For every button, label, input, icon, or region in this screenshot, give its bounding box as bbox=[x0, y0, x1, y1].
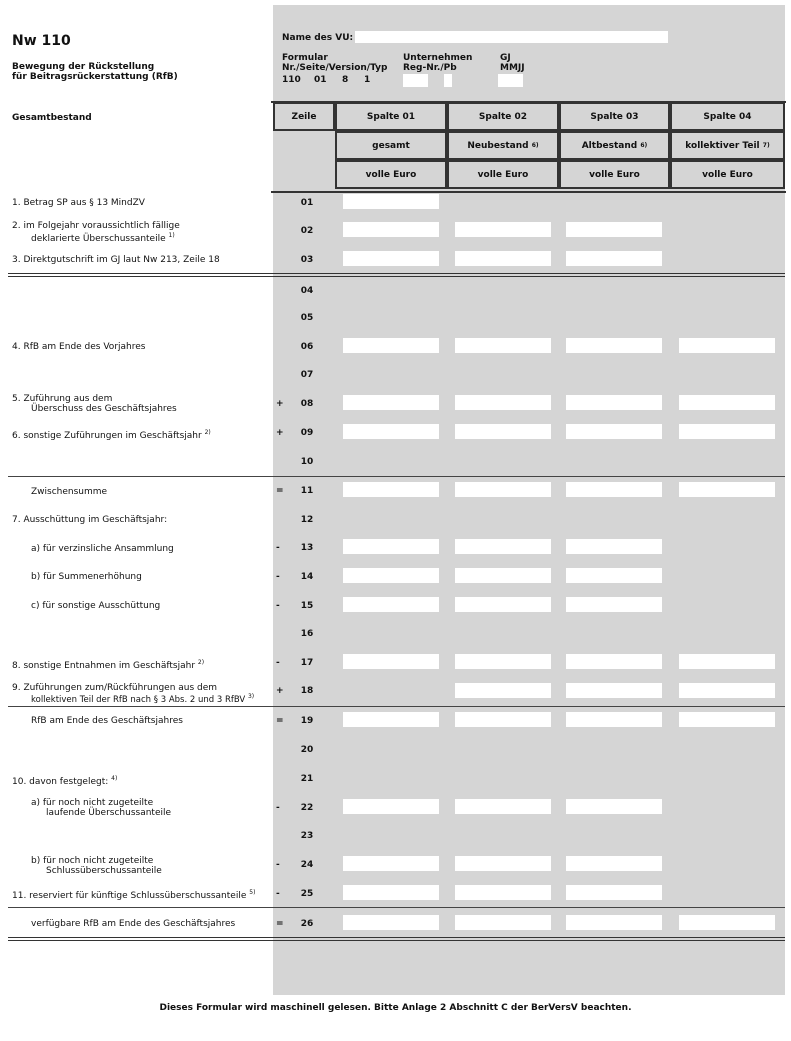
double-divider-top bbox=[8, 273, 785, 277]
row-num-12: 12 bbox=[300, 515, 314, 525]
label-row-03: 3. Direktgutschrift im GJ laut Nw 213, Zeile 18 bbox=[12, 255, 220, 265]
label-row-13: a) für verzinsliche Ansammlung bbox=[31, 544, 174, 554]
field-r25-c2[interactable] bbox=[455, 885, 551, 900]
field-r11-c2[interactable] bbox=[455, 482, 551, 497]
vu-label: Name des VU: bbox=[282, 33, 354, 43]
row-num-09: 09 bbox=[300, 428, 314, 438]
formular-seite: 01 bbox=[314, 75, 327, 85]
row-num-17: 17 bbox=[300, 658, 314, 668]
row-num-10: 10 bbox=[300, 457, 314, 467]
field-r09-c1[interactable] bbox=[343, 424, 439, 439]
label-row-08-line2: Überschuss des Geschäftsjahres bbox=[31, 404, 177, 414]
label-row-17: 8. sonstige Entnahmen im Geschäftsjahr $^{2)}$ bbox=[12, 659, 205, 671]
label-row-22-line1: a) für noch nicht zugeteilte bbox=[31, 798, 154, 808]
row-num-14: 14 bbox=[300, 572, 314, 582]
row-num-18: 18 bbox=[300, 686, 314, 696]
field-r24-c1[interactable] bbox=[343, 856, 439, 871]
form-title-line1: Bewegung der Rückstellung bbox=[12, 62, 155, 72]
field-r14-c1[interactable] bbox=[343, 568, 439, 583]
field-r17-c4[interactable] bbox=[679, 654, 775, 669]
header-unit-3: volle Euro bbox=[559, 160, 670, 189]
field-r25-c1[interactable] bbox=[343, 885, 439, 900]
field-r08-c2[interactable] bbox=[455, 395, 551, 410]
label-row-25: 11. reserviert für künftige Schlussüberschussanteile $^{5)}$ bbox=[12, 889, 256, 901]
header-spalte01: Spalte 01 bbox=[335, 102, 447, 131]
field-r14-c2[interactable] bbox=[455, 568, 551, 583]
label-row-06: 4. RfB am Ende des Vorjahres bbox=[12, 342, 146, 352]
field-r06-c3[interactable] bbox=[566, 338, 662, 353]
footer-note: Dieses Formular wird maschinell gelesen. Bitte Anlage 2 Abschnitt C der BerVersV beachten. bbox=[159, 1003, 632, 1013]
field-r26-c3[interactable] bbox=[566, 915, 662, 930]
vu-name-field[interactable] bbox=[355, 31, 668, 43]
field-r18-c4[interactable] bbox=[679, 683, 775, 698]
row-num-01: 01 bbox=[300, 198, 314, 208]
header-unit-1: volle Euro bbox=[335, 160, 447, 189]
unternehmen-label: Unternehmen bbox=[403, 53, 473, 63]
op-row-24: - bbox=[276, 860, 280, 870]
field-r13-c2[interactable] bbox=[455, 539, 551, 554]
label-row-02-line1: 2. im Folgejahr voraussichtlich fällige bbox=[12, 221, 180, 231]
row-num-03: 03 bbox=[300, 255, 314, 265]
header-spalte04: Spalte 04 bbox=[670, 102, 785, 131]
field-r15-c2[interactable] bbox=[455, 597, 551, 612]
formular-sub: Nr./Seite/Version/Typ bbox=[282, 63, 388, 73]
row-num-02: 02 bbox=[300, 226, 314, 236]
field-r11-c4[interactable] bbox=[679, 482, 775, 497]
field-r18-c3[interactable] bbox=[566, 683, 662, 698]
field-r24-c3[interactable] bbox=[566, 856, 662, 871]
field-r02-c2[interactable] bbox=[455, 222, 551, 237]
field-r26-c1[interactable] bbox=[343, 915, 439, 930]
field-r22-c3[interactable] bbox=[566, 799, 662, 814]
row-num-06: 06 bbox=[300, 342, 314, 352]
double-divider-bottom bbox=[8, 937, 785, 941]
unternehmen-sub: Reg-Nr./Pb bbox=[403, 63, 457, 73]
label-row-24-line1: b) für noch nicht zugeteilte bbox=[31, 856, 154, 866]
field-r08-c1[interactable] bbox=[343, 395, 439, 410]
divider-zwischensumme bbox=[8, 476, 785, 477]
label-row-14: b) für Summenerhöhung bbox=[31, 572, 142, 582]
op-row-18: + bbox=[276, 686, 284, 696]
field-r17-c3[interactable] bbox=[566, 654, 662, 669]
label-row-21: 10. davon festgelegt: $^{4)}$ bbox=[12, 775, 118, 787]
field-r03-c3[interactable] bbox=[566, 251, 662, 266]
op-row-15: - bbox=[276, 601, 280, 611]
op-row-11: = bbox=[276, 486, 284, 496]
formular-typ: 1 bbox=[364, 75, 371, 85]
section-title: Gesamtbestand bbox=[12, 113, 92, 123]
field-r19-c2[interactable] bbox=[455, 712, 551, 727]
field-r13-c1[interactable] bbox=[343, 539, 439, 554]
label-row-18-line2: kollektiven Teil der RfB nach § 3 Abs. 2 und 3 RfBV $^{3)}$ bbox=[31, 693, 255, 705]
label-row-01: 1. Betrag SP aus § 13 MindZV bbox=[12, 198, 145, 208]
op-row-19: = bbox=[276, 716, 284, 726]
op-row-14: - bbox=[276, 572, 280, 582]
op-row-26: = bbox=[276, 919, 284, 929]
label-row-11: Zwischensumme bbox=[31, 487, 108, 497]
field-r08-c3[interactable] bbox=[566, 395, 662, 410]
field-r22-c2[interactable] bbox=[455, 799, 551, 814]
row-num-22: 22 bbox=[300, 803, 314, 813]
field-r19-c1[interactable] bbox=[343, 712, 439, 727]
field-r02-c3[interactable] bbox=[566, 222, 662, 237]
field-r08-c4[interactable] bbox=[679, 395, 775, 410]
formular-version: 8 bbox=[342, 75, 349, 85]
field-r09-c3[interactable] bbox=[566, 424, 662, 439]
op-row-13: - bbox=[276, 543, 280, 553]
row-num-08: 08 bbox=[300, 399, 314, 409]
field-r13-c3[interactable] bbox=[566, 539, 662, 554]
row-num-23: 23 bbox=[300, 831, 314, 841]
label-row-12: 7. Ausschüttung im Geschäftsjahr: bbox=[12, 515, 168, 525]
gj-field[interactable] bbox=[498, 74, 523, 87]
gj-label: GJ bbox=[500, 53, 511, 63]
field-r02-c1[interactable] bbox=[343, 222, 439, 237]
divider-verfuegbar bbox=[8, 907, 785, 908]
header-gesamt: gesamt bbox=[335, 131, 447, 160]
header-unit-2: volle Euro bbox=[447, 160, 559, 189]
field-r09-c2[interactable] bbox=[455, 424, 551, 439]
label-row-02-line2: deklarierte Überschussanteile $^{1)}$ bbox=[31, 232, 175, 244]
header-spalte03: Spalte 03 bbox=[559, 102, 670, 131]
form-code: Nw 110 bbox=[12, 33, 71, 49]
row-num-25: 25 bbox=[300, 889, 314, 899]
header-kollektiv: kollektiver Teil 7) bbox=[670, 131, 785, 160]
row-num-07: 07 bbox=[300, 370, 314, 380]
label-row-18-line1: 9. Zuführungen zum/Rückführungen aus dem bbox=[12, 683, 218, 693]
field-r09-c4[interactable] bbox=[679, 424, 775, 439]
field-r18-c2[interactable] bbox=[455, 683, 551, 698]
field-r22-c1[interactable] bbox=[343, 799, 439, 814]
header-spalte02: Spalte 02 bbox=[447, 102, 559, 131]
field-r03-c2[interactable] bbox=[455, 251, 551, 266]
op-row-09: + bbox=[276, 428, 284, 438]
row-num-26: 26 bbox=[300, 919, 314, 929]
row-num-05: 05 bbox=[300, 313, 314, 323]
row-num-04: 04 bbox=[300, 286, 314, 296]
field-r19-c3[interactable] bbox=[566, 712, 662, 727]
field-r06-c1[interactable] bbox=[343, 338, 439, 353]
field-r01-c1[interactable] bbox=[343, 194, 439, 209]
row-num-21: 21 bbox=[300, 774, 314, 784]
row-num-15: 15 bbox=[300, 601, 314, 611]
label-row-15: c) für sonstige Ausschüttung bbox=[31, 601, 161, 611]
gj-sub: MMJJ bbox=[500, 63, 525, 73]
field-r06-c4[interactable] bbox=[679, 338, 775, 353]
field-r26-c4[interactable] bbox=[679, 915, 775, 930]
field-r25-c3[interactable] bbox=[566, 885, 662, 900]
row-num-20: 20 bbox=[300, 745, 314, 755]
header-altbestand: Altbestand 6) bbox=[559, 131, 670, 160]
reg-nr-field[interactable] bbox=[403, 74, 428, 87]
row-num-13: 13 bbox=[300, 543, 314, 553]
formular-nr: 110 bbox=[282, 75, 301, 85]
row-num-19: 19 bbox=[300, 716, 314, 726]
field-r17-c1[interactable] bbox=[343, 654, 439, 669]
op-row-08: + bbox=[276, 399, 284, 409]
label-row-19: RfB am Ende des Geschäftsjahres bbox=[31, 716, 183, 726]
op-row-25: - bbox=[276, 889, 280, 899]
form-title-line2: für Beitragsrückerstattung (RfB) bbox=[12, 72, 178, 82]
field-r19-c4[interactable] bbox=[679, 712, 775, 727]
header-zeile: Zeile bbox=[273, 102, 335, 131]
pb-field[interactable] bbox=[444, 74, 452, 87]
field-r11-c3[interactable] bbox=[566, 482, 662, 497]
row-num-16: 16 bbox=[300, 629, 314, 639]
divider-rfb-ende bbox=[8, 706, 785, 707]
label-row-24-line2: Schlussüberschussanteile bbox=[46, 866, 162, 876]
field-r24-c2[interactable] bbox=[455, 856, 551, 871]
op-row-17: - bbox=[276, 658, 280, 668]
row-num-11: 11 bbox=[300, 486, 314, 496]
field-r15-c3[interactable] bbox=[566, 597, 662, 612]
field-r14-c3[interactable] bbox=[566, 568, 662, 583]
label-row-08-line1: 5. Zuführung aus dem bbox=[12, 394, 113, 404]
label-row-09: 6. sonstige Zuführungen im Geschäftsjahr $^{2)}$ bbox=[12, 429, 211, 441]
field-r06-c2[interactable] bbox=[455, 338, 551, 353]
row-num-24: 24 bbox=[300, 860, 314, 870]
op-row-22: - bbox=[276, 803, 280, 813]
field-r17-c2[interactable] bbox=[455, 654, 551, 669]
field-r26-c2[interactable] bbox=[455, 915, 551, 930]
label-row-26: verfügbare RfB am Ende des Geschäftsjahres bbox=[31, 919, 236, 929]
formular-label: Formular bbox=[282, 53, 328, 63]
label-row-22-line2: laufende Überschussanteile bbox=[46, 808, 172, 818]
field-r15-c1[interactable] bbox=[343, 597, 439, 612]
header-unit-4: volle Euro bbox=[670, 160, 785, 189]
field-r03-c1[interactable] bbox=[343, 251, 439, 266]
header-neubestand: Neubestand 6) bbox=[447, 131, 559, 160]
field-r11-c1[interactable] bbox=[343, 482, 439, 497]
